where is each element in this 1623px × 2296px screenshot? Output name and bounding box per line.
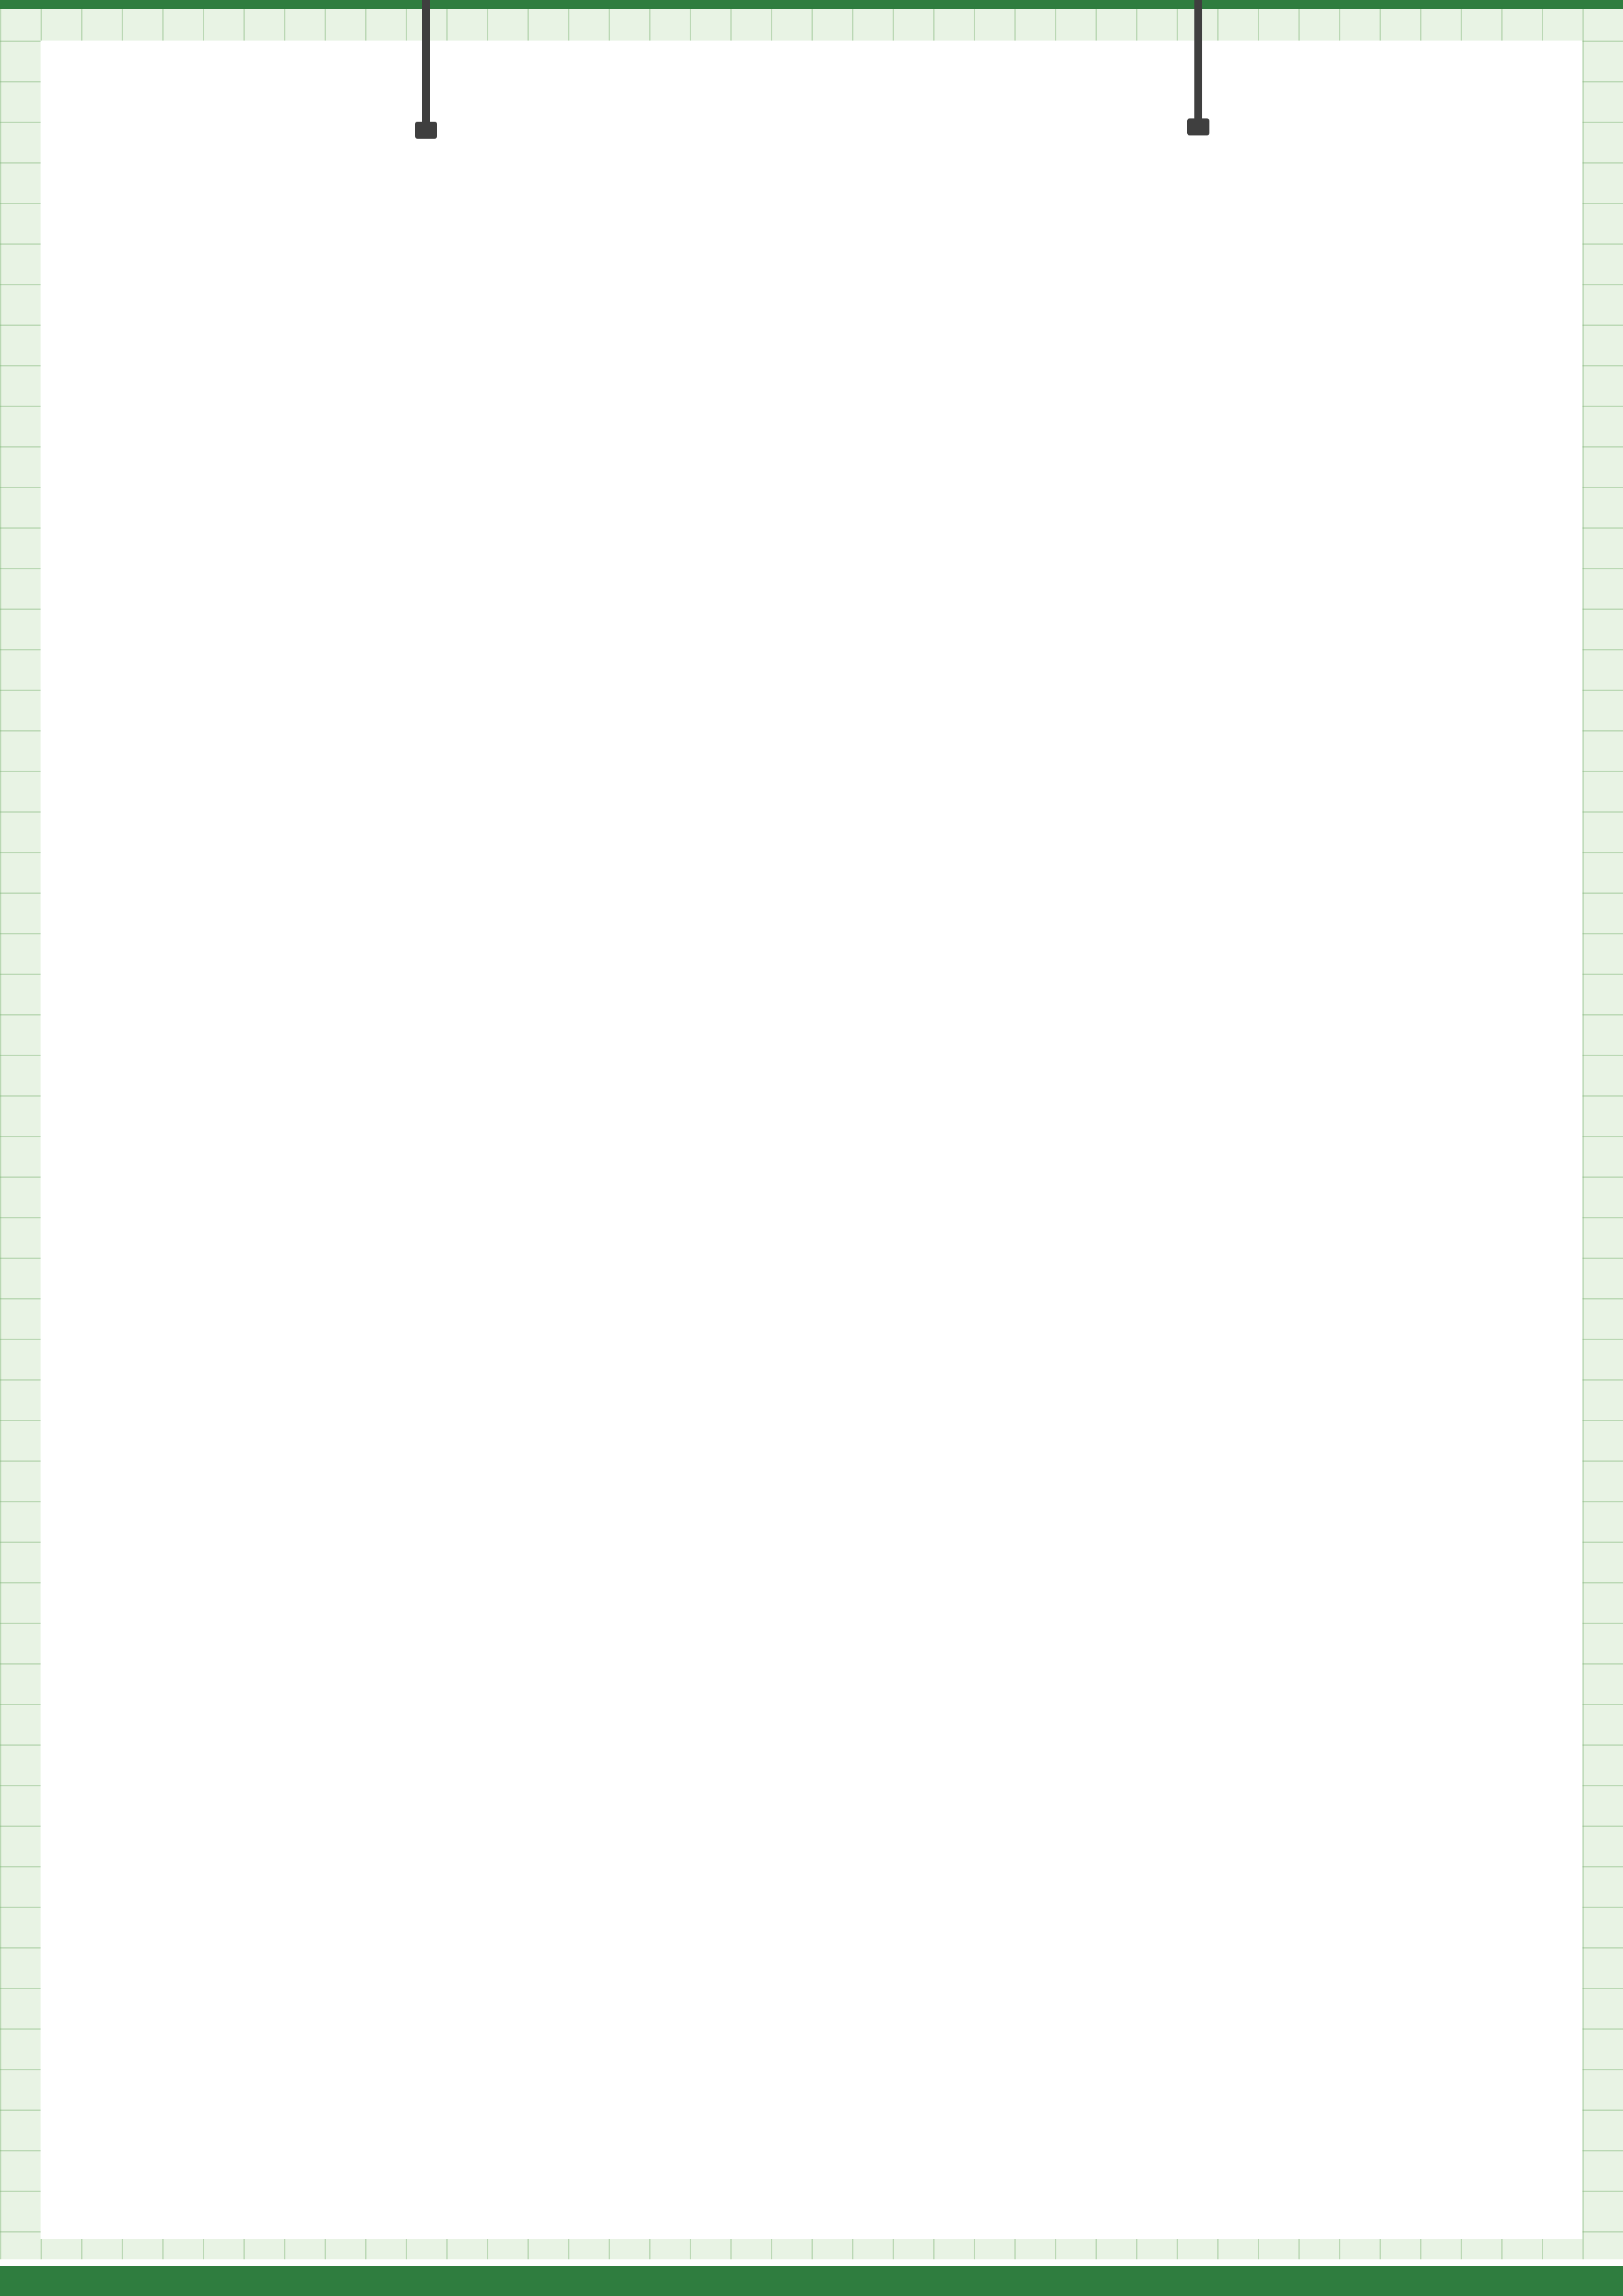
poster-board: [41, 41, 1582, 2239]
hanging-cord-cap-right: [1187, 118, 1209, 135]
bottom-band-green: [0, 2266, 1623, 2296]
bottom-band-white: [0, 2259, 1623, 2266]
hanging-cord-right: [1194, 0, 1202, 121]
hanging-cord-left: [422, 0, 430, 124]
top-band: [0, 0, 1623, 9]
hanging-cord-cap-left: [415, 122, 437, 139]
